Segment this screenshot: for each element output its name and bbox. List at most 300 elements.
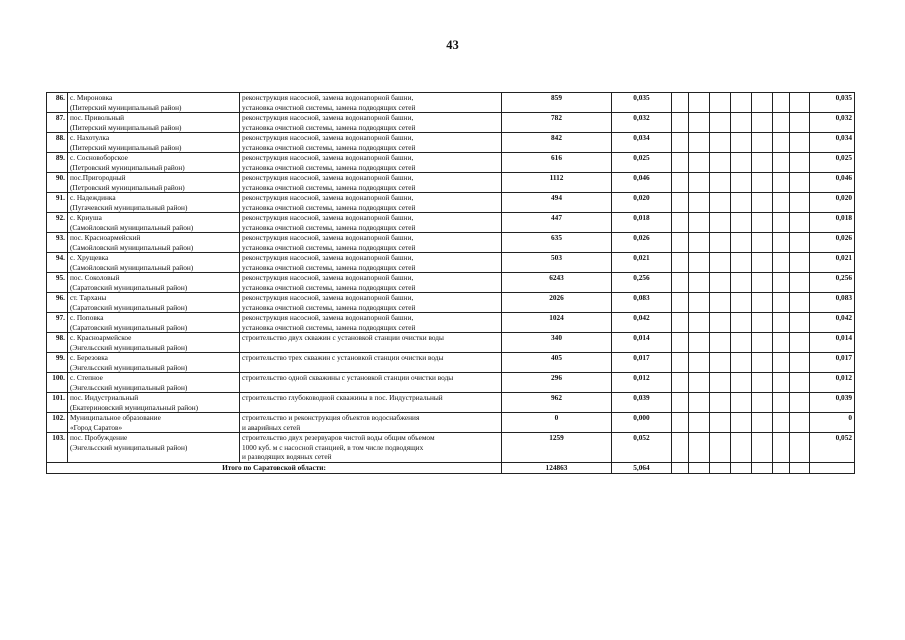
empty-cell — [752, 353, 773, 373]
empty-cell — [689, 93, 710, 113]
empty-cell — [689, 193, 710, 213]
table-row — [47, 133, 855, 153]
empty-cell — [689, 353, 710, 373]
empty-cell — [710, 393, 731, 413]
work-description-line: строительство и реконструкция объектов водоснабжения — [242, 413, 420, 422]
total-cell: 0,018 — [810, 213, 855, 233]
population-cell: 1024 — [502, 313, 612, 333]
work-description-line: реконструкция насосной, замена водонапорной башни, — [242, 273, 414, 282]
empty-cell — [672, 93, 689, 113]
empty-cell — [752, 293, 773, 313]
row-number: 102. — [47, 413, 68, 433]
empty-cell — [689, 133, 710, 153]
empty-cell — [689, 273, 710, 293]
work-description-cell — [240, 253, 502, 273]
table-row — [47, 393, 855, 413]
settlement-line: пос. Соколовый — [70, 273, 120, 282]
empty-cell — [672, 413, 689, 433]
empty-cell — [790, 213, 810, 233]
empty-cell — [710, 193, 731, 213]
empty-cell — [773, 93, 790, 113]
population-cell: 494 — [502, 193, 612, 213]
empty-cell — [731, 273, 752, 293]
empty-cell — [773, 413, 790, 433]
work-description-line: реконструкция насосной, замена водонапорной башни, — [242, 193, 414, 202]
empty-cell — [710, 373, 731, 393]
population-cell: 782 — [502, 113, 612, 133]
empty-cell — [752, 333, 773, 353]
settlement-line: (Энгельсский муниципальный район) — [70, 442, 188, 452]
empty-cell — [710, 273, 731, 293]
settlement-cell — [68, 233, 240, 253]
work-description-cell — [240, 433, 502, 463]
empty-cell — [710, 293, 731, 313]
settlement-cell — [68, 373, 240, 393]
row-number: 94. — [47, 253, 68, 273]
empty-cell — [790, 333, 810, 353]
empty-cell — [790, 413, 810, 433]
settlement-cell — [68, 313, 240, 333]
empty-cell — [790, 233, 810, 253]
work-description-line: установка очистной системы, замена подводящих сетей — [242, 222, 416, 232]
settlement-line: (Саратовский муниципальный район) — [70, 322, 188, 332]
total-cell: 0,039 — [810, 393, 855, 413]
empty-cell — [790, 273, 810, 293]
row-number: 88. — [47, 133, 68, 153]
empty-cell — [773, 193, 790, 213]
empty-cell — [689, 153, 710, 173]
total-cell: 0,042 — [810, 313, 855, 333]
empty-cell — [672, 293, 689, 313]
row-number: 92. — [47, 213, 68, 233]
row-number: 91. — [47, 193, 68, 213]
population-cell: 503 — [502, 253, 612, 273]
empty-cell — [731, 293, 752, 313]
settlement-line: (Самойловский муниципальный район) — [70, 222, 194, 232]
settlement-cell — [68, 153, 240, 173]
empty-cell — [672, 153, 689, 173]
empty-cell — [689, 293, 710, 313]
empty-cell — [773, 373, 790, 393]
volume-cell: 0,052 — [612, 433, 672, 463]
settlement-line: ст. Тарханы — [70, 293, 107, 302]
table-row — [47, 253, 855, 273]
empty-cell — [672, 213, 689, 233]
work-description-cell — [240, 133, 502, 153]
settlement-line: (Саратовский муниципальный район) — [70, 302, 188, 312]
settlement-line: с. Мироновка — [70, 93, 113, 102]
work-description-line: реконструкция насосной, замена водонапорной башни, — [242, 113, 414, 122]
empty-cell — [710, 333, 731, 353]
settlement-line: пос. Красноармейский — [70, 233, 141, 242]
settlement-line: (Екатериновский муниципальный район) — [70, 402, 199, 412]
settlement-cell — [68, 353, 240, 373]
empty-cell — [731, 173, 752, 193]
work-description-line: реконструкция насосной, замена водонапорной башни, — [242, 153, 414, 162]
row-number: 93. — [47, 233, 68, 253]
volume-cell: 0,014 — [612, 333, 672, 353]
empty-cell — [672, 433, 689, 463]
settlement-line: (Саратовский муниципальный район) — [70, 282, 188, 292]
settlement-line: пос.Пригородный — [70, 173, 126, 182]
empty-cell — [710, 153, 731, 173]
settlement-cell — [68, 433, 240, 463]
empty-cell — [773, 133, 790, 153]
total-cell: 0,083 — [810, 293, 855, 313]
empty-cell — [731, 353, 752, 373]
empty-cell — [773, 253, 790, 273]
empty-cell — [710, 313, 731, 333]
work-description-line: реконструкция насосной, замена водонапорной башни, — [242, 173, 414, 182]
empty-cell — [672, 273, 689, 293]
work-description-cell — [240, 153, 502, 173]
work-description-cell — [240, 313, 502, 333]
settlement-cell — [68, 293, 240, 313]
empty-cell — [790, 193, 810, 213]
work-description-cell — [240, 233, 502, 253]
settlement-line: (Самойловский муниципальный район) — [70, 262, 194, 272]
settlement-cell — [68, 173, 240, 193]
empty-cell — [710, 213, 731, 233]
settlement-cell — [68, 93, 240, 113]
work-description-line: реконструкция насосной, замена водонапорной башни, — [242, 253, 414, 262]
empty-cell — [773, 173, 790, 193]
settlement-line: с. Красноармейское — [70, 333, 132, 342]
empty-cell — [790, 153, 810, 173]
population-cell: 296 — [502, 373, 612, 393]
row-number: 103. — [47, 433, 68, 463]
work-description-line: реконструкция насосной, замена водонапорной башни, — [242, 93, 414, 102]
work-description-line: установка очистной системы, замена подводящих сетей — [242, 242, 416, 252]
volume-cell: 0,083 — [612, 293, 672, 313]
total-cell: 0,012 — [810, 373, 855, 393]
work-description-line: реконструкция насосной, замена водонапорной башни, — [242, 213, 414, 222]
settlement-cell — [68, 273, 240, 293]
empty-cell — [672, 333, 689, 353]
volume-cell: 0,034 — [612, 133, 672, 153]
settlement-cell — [68, 333, 240, 353]
settlement-line: (Пугачевский муниципальный район) — [70, 202, 188, 212]
empty-cell — [710, 93, 731, 113]
table-row — [47, 113, 855, 133]
empty-cell — [752, 413, 773, 433]
empty-cell — [773, 233, 790, 253]
settlement-line: (Питерский муниципальный район) — [70, 142, 182, 152]
population-cell: 6243 — [502, 273, 612, 293]
settlement-line: пос. Пробуждение — [70, 433, 128, 442]
empty-cell — [773, 433, 790, 463]
empty-cell — [790, 173, 810, 193]
empty-cell — [752, 373, 773, 393]
table-row — [47, 333, 855, 353]
settlement-line: (Петровский муниципальный район) — [70, 182, 185, 192]
total-volume: 5,064 — [612, 463, 672, 474]
row-number: 101. — [47, 393, 68, 413]
population-cell: 1259 — [502, 433, 612, 463]
empty-cell — [773, 353, 790, 373]
volume-cell: 0,042 — [612, 313, 672, 333]
empty-cell — [752, 393, 773, 413]
settlement-line: (Энгельсский муниципальный район) — [70, 382, 188, 392]
volume-cell: 0,000 — [612, 413, 672, 433]
volume-cell: 0,026 — [612, 233, 672, 253]
population-cell: 2026 — [502, 293, 612, 313]
empty-cell — [672, 463, 689, 474]
population-cell: 405 — [502, 353, 612, 373]
settlement-line: (Питерский муниципальный район) — [70, 122, 182, 132]
total-cell: 0,256 — [810, 273, 855, 293]
table-row — [47, 273, 855, 293]
empty-cell — [790, 373, 810, 393]
empty-cell — [689, 333, 710, 353]
empty-cell — [773, 313, 790, 333]
empty-cell — [752, 233, 773, 253]
table-row — [47, 153, 855, 173]
empty-cell — [731, 413, 752, 433]
empty-cell — [773, 393, 790, 413]
empty-cell — [689, 113, 710, 133]
total-cell: 0,026 — [810, 233, 855, 253]
empty-cell — [752, 213, 773, 233]
work-description-line: реконструкция насосной, замена водонапорной башни, — [242, 233, 414, 242]
settlement-cell — [68, 113, 240, 133]
table-row — [47, 173, 855, 193]
volume-cell: 0,032 — [612, 113, 672, 133]
settlement-cell — [68, 193, 240, 213]
settlement-line: (Энгельсский муниципальный район) — [70, 362, 188, 372]
work-description-line: строительство двух скважин с установкой станции очистки воды — [242, 333, 444, 342]
empty-cell — [790, 133, 810, 153]
empty-cell — [773, 463, 790, 474]
table-row — [47, 293, 855, 313]
empty-cell — [790, 113, 810, 133]
volume-cell: 0,020 — [612, 193, 672, 213]
empty-cell — [731, 393, 752, 413]
empty-cell — [731, 373, 752, 393]
settlement-line: (Энгельсский муниципальный район) — [70, 342, 188, 352]
empty-cell — [710, 253, 731, 273]
table-row — [47, 93, 855, 113]
empty-cell — [810, 463, 855, 474]
settlement-cell — [68, 413, 240, 433]
row-number: 86. — [47, 93, 68, 113]
empty-cell — [731, 213, 752, 233]
empty-cell — [790, 433, 810, 463]
empty-cell — [790, 93, 810, 113]
work-description-line: установка очистной системы, замена подводящих сетей — [242, 162, 416, 172]
empty-cell — [672, 173, 689, 193]
empty-cell — [790, 353, 810, 373]
row-number: 95. — [47, 273, 68, 293]
table-row — [47, 413, 855, 433]
work-description-line: установка очистной системы, замена подводящих сетей — [242, 322, 416, 332]
work-description-line: и аварийных сетей — [242, 422, 301, 432]
population-cell: 1112 — [502, 173, 612, 193]
work-description-line: реконструкция насосной, замена водонапорной башни, — [242, 133, 414, 142]
empty-cell — [752, 93, 773, 113]
row-number: 99. — [47, 353, 68, 373]
population-cell: 635 — [502, 233, 612, 253]
total-row — [47, 463, 855, 474]
settlement-line: с. Криуша — [70, 213, 102, 222]
work-description-line: установка очистной системы, замена подводящих сетей — [242, 302, 416, 312]
empty-cell — [752, 153, 773, 173]
table-row — [47, 213, 855, 233]
settlement-line: пос. Индустриальный — [70, 393, 139, 402]
work-description-line: строительство двух резервуаров чистой воды общим объемом — [242, 433, 435, 442]
work-description-line: реконструкция насосной, замена водонапорной башни, — [242, 313, 414, 322]
row-number: 98. — [47, 333, 68, 353]
volume-cell: 0,035 — [612, 93, 672, 113]
empty-cell — [773, 113, 790, 133]
empty-cell — [672, 313, 689, 333]
empty-cell — [731, 193, 752, 213]
empty-cell — [731, 333, 752, 353]
total-cell: 0,046 — [810, 173, 855, 193]
total-cell: 0,032 — [810, 113, 855, 133]
empty-cell — [672, 393, 689, 413]
empty-cell — [752, 113, 773, 133]
empty-cell — [731, 313, 752, 333]
total-cell: 0,035 — [810, 93, 855, 113]
volume-cell: 0,017 — [612, 353, 672, 373]
population-cell: 962 — [502, 393, 612, 413]
work-description-line: установка очистной системы, замена подводящих сетей — [242, 142, 416, 152]
empty-cell — [752, 433, 773, 463]
empty-cell — [689, 413, 710, 433]
total-label: Итого по Саратовской области: — [47, 463, 502, 474]
row-number: 90. — [47, 173, 68, 193]
empty-cell — [672, 353, 689, 373]
volume-cell: 0,256 — [612, 273, 672, 293]
total-cell: 0,052 — [810, 433, 855, 463]
volume-cell: 0,025 — [612, 153, 672, 173]
work-description-line: установка очистной системы, замена подводящих сетей — [242, 182, 416, 192]
empty-cell — [710, 413, 731, 433]
empty-cell — [710, 433, 731, 463]
population-cell: 616 — [502, 153, 612, 173]
work-description-line: 1000 куб. м с насосной станцией, в том числе подводящих — [242, 442, 424, 452]
settlement-line: (Самойловский муниципальный район) — [70, 242, 194, 252]
empty-cell — [773, 273, 790, 293]
empty-cell — [689, 253, 710, 273]
work-description-cell — [240, 353, 502, 373]
empty-cell — [710, 173, 731, 193]
empty-cell — [731, 433, 752, 463]
empty-cell — [773, 153, 790, 173]
empty-cell — [790, 293, 810, 313]
empty-cell — [752, 273, 773, 293]
settlement-cell — [68, 213, 240, 233]
empty-cell — [672, 253, 689, 273]
volume-cell: 0,039 — [612, 393, 672, 413]
empty-cell — [731, 93, 752, 113]
work-description-line: строительство одной скважины с установкой станции очистки воды — [242, 373, 454, 382]
settlement-line: с. Березовка — [70, 353, 108, 362]
empty-cell — [689, 433, 710, 463]
empty-cell — [710, 233, 731, 253]
work-description-line: установка очистной системы, замена подводящих сетей — [242, 282, 416, 292]
empty-cell — [773, 213, 790, 233]
empty-cell — [672, 233, 689, 253]
work-description-cell — [240, 193, 502, 213]
settlement-line: (Петровский муниципальный район) — [70, 162, 185, 172]
table-row — [47, 193, 855, 213]
empty-cell — [790, 313, 810, 333]
volume-cell: 0,021 — [612, 253, 672, 273]
empty-cell — [689, 213, 710, 233]
empty-cell — [710, 353, 731, 373]
page-number: 43 — [446, 38, 459, 52]
work-description-line: строительство глубоководной скважины в пос. Индустриальный — [242, 393, 443, 402]
empty-cell — [672, 113, 689, 133]
settlement-line: с. Степное — [70, 373, 103, 382]
total-cell: 0,014 — [810, 333, 855, 353]
work-description-line: установка очистной системы, замена подводящих сетей — [242, 102, 416, 112]
work-description-cell — [240, 113, 502, 133]
table-row — [47, 433, 855, 463]
population-cell: 340 — [502, 333, 612, 353]
row-number: 100. — [47, 373, 68, 393]
work-description-cell — [240, 173, 502, 193]
population-cell: 859 — [502, 93, 612, 113]
work-description-line: реконструкция насосной, замена водонапорной башни, — [242, 293, 414, 302]
empty-cell — [731, 113, 752, 133]
work-description-line: установка очистной системы, замена подводящих сетей — [242, 262, 416, 272]
total-cell: 0,021 — [810, 253, 855, 273]
empty-cell — [731, 463, 752, 474]
work-description-line: установка очистной системы, замена подводящих сетей — [242, 202, 416, 212]
empty-cell — [689, 463, 710, 474]
settlement-cell — [68, 393, 240, 413]
volume-cell: 0,012 — [612, 373, 672, 393]
settlement-line: «Город Саратов» — [70, 422, 123, 432]
empty-cell — [752, 173, 773, 193]
empty-cell — [689, 233, 710, 253]
work-description-cell — [240, 373, 502, 393]
empty-cell — [710, 463, 731, 474]
total-cell: 0,034 — [810, 133, 855, 153]
empty-cell — [689, 393, 710, 413]
empty-cell — [790, 393, 810, 413]
empty-cell — [731, 253, 752, 273]
empty-cell — [689, 313, 710, 333]
empty-cell — [752, 193, 773, 213]
volume-cell: 0,046 — [612, 173, 672, 193]
row-number: 96. — [47, 293, 68, 313]
empty-cell — [790, 253, 810, 273]
empty-cell — [672, 133, 689, 153]
work-description-cell — [240, 93, 502, 113]
empty-cell — [710, 133, 731, 153]
empty-cell — [689, 173, 710, 193]
table-body — [47, 93, 855, 474]
total-cell: 0 — [810, 413, 855, 433]
row-number: 97. — [47, 313, 68, 333]
total-population: 124863 — [502, 463, 612, 474]
work-description-cell — [240, 333, 502, 353]
settlement-line: с. Нахотулка — [70, 133, 110, 142]
empty-cell — [790, 463, 810, 474]
settlement-line: с. Хрущевка — [70, 253, 109, 262]
empty-cell — [773, 293, 790, 313]
row-number: 87. — [47, 113, 68, 133]
empty-cell — [752, 313, 773, 333]
work-description-cell — [240, 273, 502, 293]
work-description-line: строительство трех скважин с установкой станции очистки воды — [242, 353, 444, 362]
empty-cell — [672, 373, 689, 393]
volume-cell: 0,018 — [612, 213, 672, 233]
